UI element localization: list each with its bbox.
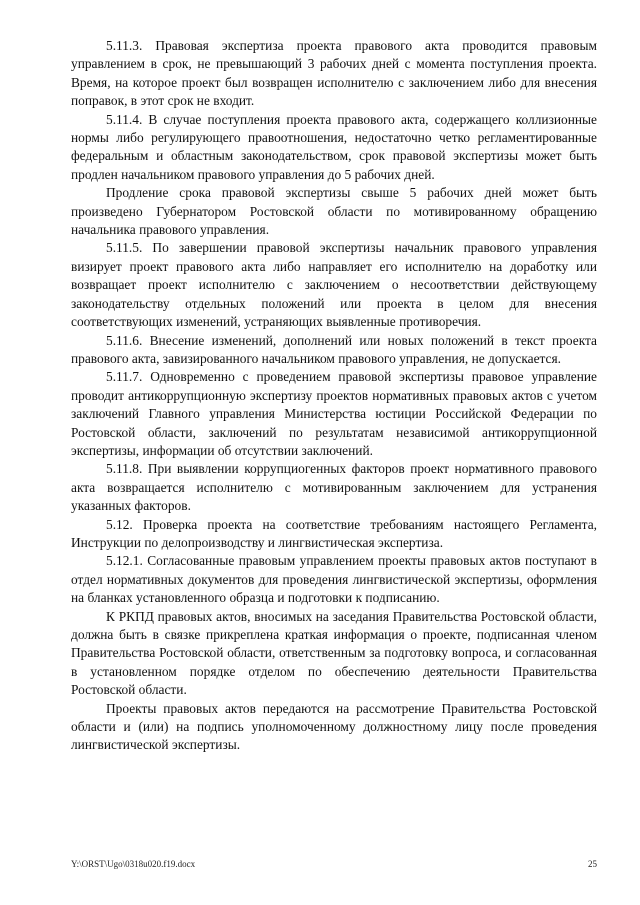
paragraph-submission: Проекты правовых актов передаются на рассмотрение Правительства Ростовской области и (или) на подпись уполномоченному должностному лицу после проведения лингвистической экспертизы. xyxy=(71,700,597,753)
document-body xyxy=(71,37,597,755)
paragraph-5-11-4: 5.11.4. В случае поступления проекта правового акта, содержащего коллизионные нормы либо регулирующего правоотношения, недостаточно четко регламентированные федеральным и областным законодательством, срок правовой экспертизы может быть продлен начальником правового управления до 5 рабочих дней. xyxy=(71,111,597,182)
paragraph-rkpd-info: К РКПД правовых актов, вносимых на заседания Правительства Ростовской области, должна быть в связке прикреплена краткая информация о проекте, подписанная членом Правительства Ростовской области, ответственным за подготовку вопроса, и согласованная в установленном порядке отделом по обеспечению деятельности Правительства Ростовской области. xyxy=(71,608,597,698)
paragraph-5-11-6: 5.11.6. Внесение изменений, дополнений или новых положений в текст проекта правового акта, завизированного начальником правового управления, не допускается. xyxy=(71,332,597,366)
paragraph-5-11-5: 5.11.5. По завершении правовой экспертизы начальник правового управления визирует проект правового акта либо направляет его исполнителю на доработку или возвращает проект исполнителю с заключением о несоответствии действующему законодательству отдельных положений или проекта в целом для внесения соответствующих изменений, устраняющих выявленные противоречия. xyxy=(71,240,597,330)
footer-page-number: 25 xyxy=(588,859,597,869)
paragraph-5-11-8: 5.11.8. При выявлении коррупциогенных факторов проект нормативного правового акта возвращается исполнителю с мотивированным заключением для устранения указанных факторов. xyxy=(71,461,597,514)
footer-file-path: Y:\ORST\Ugo\0318u020.f19.docx xyxy=(71,859,196,869)
paragraph-5-12-1: 5.12.1. Согласованные правовым управлением проекты правовых актов поступают в отдел нормативных документов для проведения лингвистической экспертизы, оформления на бланках установленного образца и подготовки к подписанию. xyxy=(71,553,597,606)
paragraph-5-11-3: 5.11.3. Правовая экспертиза проекта правового акта проводится правовым управлением в срок, не превышающий 3 рабочих дней с момента поступления проекта. Время, на которое проект был возвращен исполнителю с заключением либо для внесения поправок, в этот срок не входит. xyxy=(71,38,597,109)
paragraph-5-12: 5.12. Проверка проекта на соответствие требованиям настоящего Регламента, Инструкции по делопроизводству и лингвистическая экспертиза. xyxy=(71,516,597,550)
paragraph-term-extension: Продление срока правовой экспертизы свыше 5 рабочих дней может быть произведено Губернатором Ростовской области по мотивированному обращению начальника правового управления. xyxy=(71,185,597,238)
paragraph-5-11-7: 5.11.7. Одновременно с проведением правовой экспертизы правовое управление проводит антикоррупционную экспертизу проектов нормативных правовых актов с учетом заключений Главного управления Министерства юстиции Российской Федерации по Ростовской области, заключений по результатам независимой антикоррупционной экспертизы, информации об отсутствии заключений. xyxy=(71,369,597,458)
